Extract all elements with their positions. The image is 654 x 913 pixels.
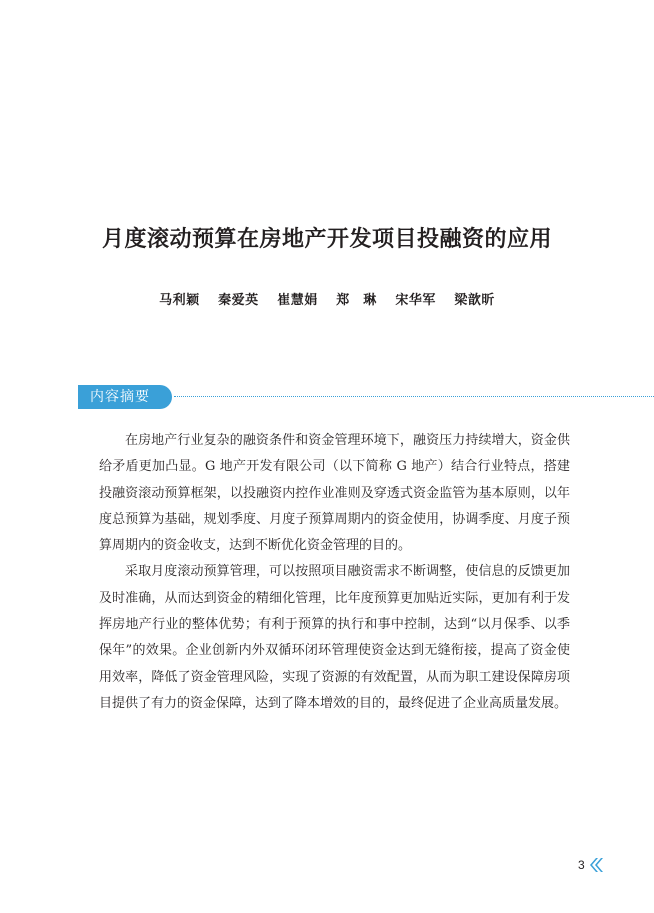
article-title: 月度滚动预算在房地产开发项目投融资的应用 [101,227,552,252]
page-number: 3 [578,858,585,872]
abstract-paragraph: 采取月度滚动预算管理，可以按照项目融资需求不断调整，使信息的反馈更加及时准确，从而达到资金的精细化管理，比年度预算更加贴近实际，更加有利于发挥房地产行业的整体优势；有利于预算的执行和事中控制，达到“以月保季、以季保年”的效果。企业创新内外双循环闭环管理使资金达到无缝衔接，提高了资金使用效率，降低了资金管理风险，实现了资源的有效配置，从而为职工建设保障房项目提供了有力的资金保障，达到了降本增效的目的，最终促进了企业高质量发展。 [99,564,570,711]
author-name: 宋华军 [395,293,436,308]
author-name: 马利颖 [159,293,200,308]
abstract-body [99,428,570,717]
abstract-divider [174,396,654,397]
author-list [0,289,654,308]
abstract-header [78,385,654,409]
author-name: 梁歆昕 [454,293,495,308]
double-chevron-left-icon [589,857,603,873]
abstract-label: 内容摘要 [78,385,172,409]
author-name: 崔慧娟 [277,293,318,308]
page-footer [578,856,603,874]
author-name: 秦爱英 [218,293,259,308]
abstract-paragraph: 在房地产行业复杂的融资条件和资金管理环境下，融资压力持续增大，资金供给矛盾更加凸显。G 地产开发有限公司（以下简称 G 地产）结合行业特点，搭建投融资滚动预算框架，以投融资内控作业准则及穿透式资金监管为基本原则，以年度总预算为基础，规划季度、月度子预算周期内的资金使用，协调季度、月度子预算周期内的资金收支，达到不断优化资金管理的目的。 [99,433,570,554]
author-name: 郑 琳 [336,293,377,308]
